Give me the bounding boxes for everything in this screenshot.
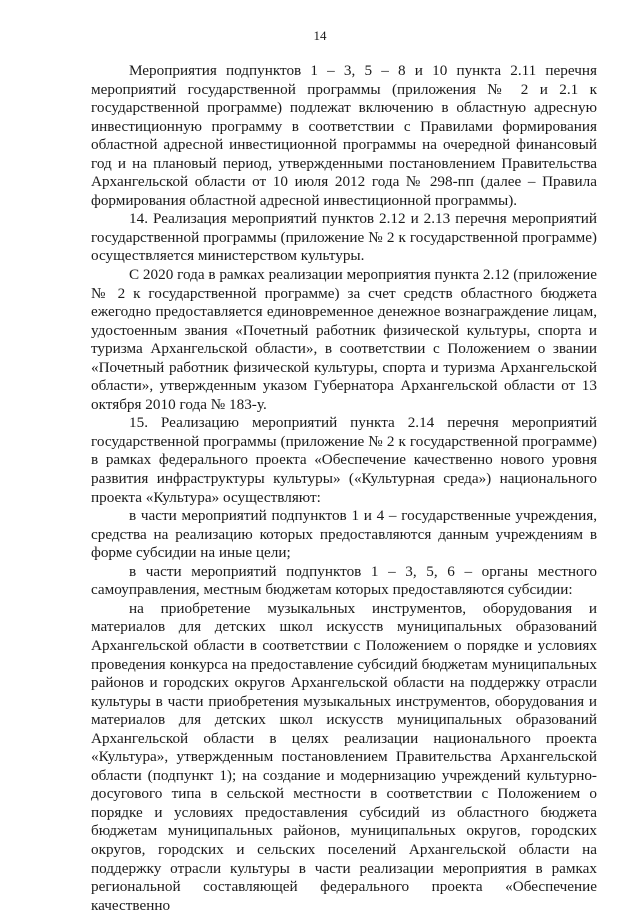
paragraph-5: в части мероприятий подпунктов 1 и 4 – государственные учреждения, средства на реализацию которых предоставляются данным учреждениям в форме субсидии на иные цели; [91, 507, 597, 562]
paragraph-1: Мероприятия подпунктов 1 – 3, 5 – 8 и 10 пункта 2.11 перечня мероприятий государственной программы (приложения № 2 и 2.1 к государственной программе) подлежат включению в областную адресную инвестиционную программу в соответствии с Правилами формирования областной адресной инвестиционной программы на очередной финансовый год и на плановый период, утвержденными постановлением Правительства Архангельской области от 10 июля 2012 года № 298-пп (далее – Правила формирования областной адресной инвестиционной программы). [91, 62, 597, 209]
document-body [91, 62, 597, 915]
page-number: 14 [313, 28, 327, 43]
paragraph-4: 15. Реализацию мероприятий пункта 2.14 перечня мероприятий государственной программы (приложение № 2 к государственной программе) в рамках федерального проекта «Обеспечение качественно нового уровня развития инфраструктуры культуры» («Культурная среда») национального проекта «Культура» осуществляют: [91, 414, 597, 506]
paragraph-6: в части мероприятий подпунктов 1 – 3, 5, 6 – органы местного самоуправления, местным бюджетам которых предоставляются субсидии: [91, 562, 597, 599]
paragraph-3: С 2020 года в рамках реализации мероприятия пункта 2.12 (приложение № 2 к государственной программе) за счет средств областного бюджета ежегодно предоставляется единовременное денежное вознаграждение лицам, удостоенным звания «Почетный работник физической культуры, спорта и туризма Архангельской области», в соответствии с Положением о звании «Почетный работник физической культуры, спорта и туризма Архангельской области», утвержденным указом Губернатора Архангельской области от 13 октября 2010 года № 183-у. [91, 266, 598, 413]
paragraph-2: 14. Реализация мероприятий пунктов 2.12 и 2.13 перечня мероприятий государственной программы (приложение № 2 к государственной программе) осуществляется министерством культуры. [91, 210, 597, 265]
paragraph-7: на приобретение музыкальных инструментов, оборудования и материалов для детских школ искусств муниципальных образований Архангельской области в соответствии с Положением о порядке и условиях проведения конкурса на предоставление субсидий бюджетам муниципальных районов и городских округов Архангельской области на поддержку отрасли культуры в части приобретения музыкальных инструментов, оборудования и материалов для детских школ искусств муниципальных образований Архангельской области в целях реализации национального проекта «Культура», утвержденным постановлением Правительства Архангельской области (подпункт 1); на создание и модернизацию учреждений культурно-досугового типа в сельской местности в соответствии с Положением о порядке и условиях предоставления субсидий из областного бюджета бюджетам муниципальных районов, муниципальных округов, городских округов, городских и сельских поселений Архангельской области на поддержку отрасли культуры в части реализации мероприятия в рамках региональной составляющей федерального проекта «Обеспечение качественно [91, 599, 597, 914]
